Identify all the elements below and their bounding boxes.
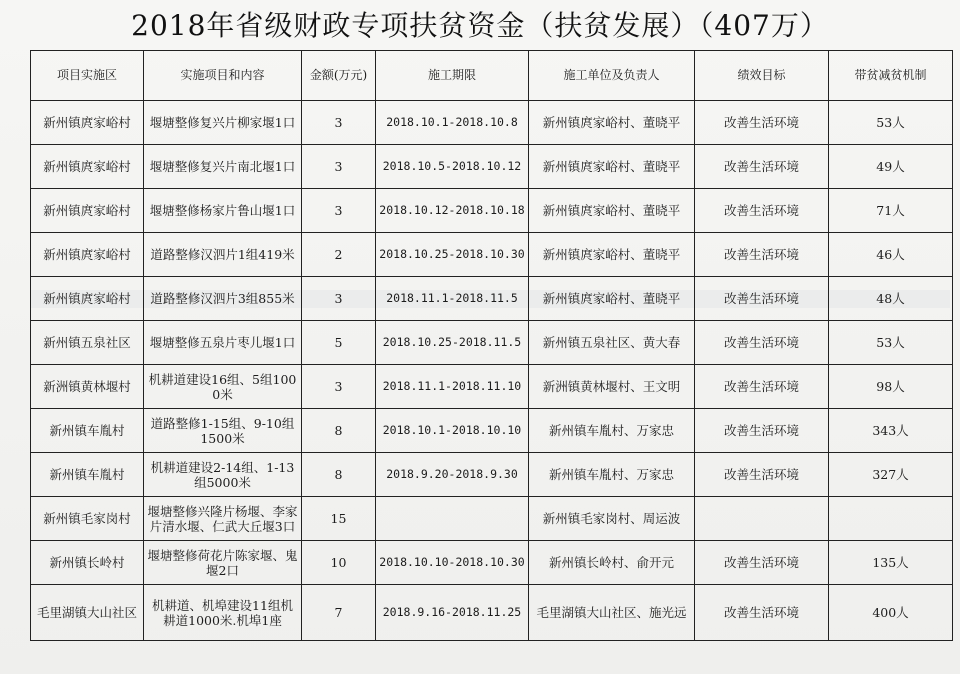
cell-target: 改善生活环境 xyxy=(695,365,829,409)
table-row xyxy=(31,497,953,541)
cell-amount: 8 xyxy=(302,409,376,453)
cell-amount: 5 xyxy=(302,321,376,365)
table-row xyxy=(31,145,953,189)
cell-unit: 新州镇庹家峪村、董晓平 xyxy=(529,233,695,277)
cell-location: 新州镇庹家峪村 xyxy=(31,101,144,145)
cell-location: 新州镇五泉社区 xyxy=(31,321,144,365)
cell-amount: 3 xyxy=(302,277,376,321)
cell-content: 堰塘整修杨家片鲁山堰1口 xyxy=(144,189,302,233)
cell-content: 道路整修汉泗片1组419米 xyxy=(144,233,302,277)
header-mechanism: 带贫减贫机制 xyxy=(829,51,953,101)
cell-target: 改善生活环境 xyxy=(695,453,829,497)
cell-content: 机耕道建设16组、5组1000米 xyxy=(144,365,302,409)
cell-unit: 新州镇车胤村、万家忠 xyxy=(529,453,695,497)
table-row xyxy=(31,541,953,585)
funds-table xyxy=(30,50,953,641)
cell-amount: 3 xyxy=(302,189,376,233)
cell-mechanism: 48人 xyxy=(829,277,953,321)
table-body xyxy=(31,101,953,641)
cell-unit: 新洲镇黄林堰村、王文明 xyxy=(529,365,695,409)
cell-target: 改善生活环境 xyxy=(695,541,829,585)
table-row xyxy=(31,321,953,365)
cell-mechanism: 71人 xyxy=(829,189,953,233)
cell-content: 道路整修1-15组、9-10组1500米 xyxy=(144,409,302,453)
table-row xyxy=(31,101,953,145)
cell-amount: 2 xyxy=(302,233,376,277)
cell-mechanism: 49人 xyxy=(829,145,953,189)
header-target: 绩效目标 xyxy=(695,51,829,101)
cell-period xyxy=(376,497,529,541)
cell-target: 改善生活环境 xyxy=(695,189,829,233)
cell-content: 堰塘整修五泉片枣儿堰1口 xyxy=(144,321,302,365)
header-period: 施工期限 xyxy=(376,51,529,101)
table-row xyxy=(31,277,953,321)
header-unit: 施工单位及负责人 xyxy=(529,51,695,101)
table-row xyxy=(31,233,953,277)
cell-content: 机耕道、机埠建设11组机耕道1000米.机埠1座 xyxy=(144,585,302,641)
cell-period: 2018.9.16-2018.11.25 xyxy=(376,585,529,641)
cell-content: 道路整修汉泗片3组855米 xyxy=(144,277,302,321)
header-location: 项目实施区 xyxy=(31,51,144,101)
cell-target: 改善生活环境 xyxy=(695,585,829,641)
cell-amount: 3 xyxy=(302,145,376,189)
cell-unit: 新州镇庹家峪村、董晓平 xyxy=(529,101,695,145)
cell-period: 2018.9.20-2018.9.30 xyxy=(376,453,529,497)
cell-mechanism: 98人 xyxy=(829,365,953,409)
table-row xyxy=(31,409,953,453)
cell-amount: 3 xyxy=(302,101,376,145)
table-row xyxy=(31,189,953,233)
cell-amount: 10 xyxy=(302,541,376,585)
cell-content: 堰塘整修兴隆片杨堰、李家片清水堰、仁武大丘堰3口 xyxy=(144,497,302,541)
cell-period: 2018.10.12-2018.10.18 xyxy=(376,189,529,233)
cell-target: 改善生活环境 xyxy=(695,277,829,321)
header-row xyxy=(31,51,953,101)
cell-content: 堰塘整修复兴片南北堰1口 xyxy=(144,145,302,189)
table-row xyxy=(31,365,953,409)
cell-mechanism: 46人 xyxy=(829,233,953,277)
cell-period: 2018.10.5-2018.10.12 xyxy=(376,145,529,189)
cell-unit: 新州镇庹家峪村、董晓平 xyxy=(529,189,695,233)
cell-period: 2018.10.1-2018.10.10 xyxy=(376,409,529,453)
cell-amount: 7 xyxy=(302,585,376,641)
cell-target: 改善生活环境 xyxy=(695,145,829,189)
cell-mechanism xyxy=(829,497,953,541)
cell-period: 2018.10.25-2018.10.30 xyxy=(376,233,529,277)
cell-target: 改善生活环境 xyxy=(695,321,829,365)
cell-period: 2018.10.1-2018.10.8 xyxy=(376,101,529,145)
cell-target: 改善生活环境 xyxy=(695,101,829,145)
cell-location: 新洲镇黄林堰村 xyxy=(31,365,144,409)
cell-amount: 15 xyxy=(302,497,376,541)
cell-content: 机耕道建设2-14组、1-13组5000米 xyxy=(144,453,302,497)
header-amount: 金额(万元) xyxy=(302,51,376,101)
cell-mechanism: 53人 xyxy=(829,321,953,365)
cell-location: 新州镇庹家峪村 xyxy=(31,277,144,321)
cell-period: 2018.10.25-2018.11.5 xyxy=(376,321,529,365)
cell-location: 新州镇庹家峪村 xyxy=(31,145,144,189)
table-row xyxy=(31,585,953,641)
cell-location: 毛里湖镇大山社区 xyxy=(31,585,144,641)
cell-mechanism: 343人 xyxy=(829,409,953,453)
document-title: 2018年省级财政专项扶贫资金（扶贫发展）（407万） xyxy=(131,9,829,42)
cell-unit: 新州镇五泉社区、黄大春 xyxy=(529,321,695,365)
cell-unit: 新州镇庹家峪村、董晓平 xyxy=(529,277,695,321)
cell-location: 新州镇车胤村 xyxy=(31,409,144,453)
cell-mechanism: 327人 xyxy=(829,453,953,497)
cell-unit: 新州镇毛家岗村、周运波 xyxy=(529,497,695,541)
cell-amount: 8 xyxy=(302,453,376,497)
cell-content: 堰塘整修荷花片陈家堰、鬼堰2口 xyxy=(144,541,302,585)
cell-target: 改善生活环境 xyxy=(695,409,829,453)
cell-mechanism: 53人 xyxy=(829,101,953,145)
cell-unit: 新州镇车胤村、万家忠 xyxy=(529,409,695,453)
cell-period: 2018.10.10-2018.10.30 xyxy=(376,541,529,585)
cell-amount: 3 xyxy=(302,365,376,409)
cell-period: 2018.11.1-2018.11.5 xyxy=(376,277,529,321)
cell-location: 新州镇长岭村 xyxy=(31,541,144,585)
cell-location: 新州镇车胤村 xyxy=(31,453,144,497)
cell-content: 堰塘整修复兴片柳家堰1口 xyxy=(144,101,302,145)
header-content: 实施项目和内容 xyxy=(144,51,302,101)
table-row xyxy=(31,453,953,497)
cell-period: 2018.11.1-2018.11.10 xyxy=(376,365,529,409)
cell-location: 新州镇毛家岗村 xyxy=(31,497,144,541)
cell-unit: 新州镇长岭村、俞开元 xyxy=(529,541,695,585)
cell-location: 新州镇庹家峪村 xyxy=(31,233,144,277)
cell-target xyxy=(695,497,829,541)
cell-mechanism: 400人 xyxy=(829,585,953,641)
cell-unit: 毛里湖镇大山社区、施光远 xyxy=(529,585,695,641)
cell-unit: 新州镇庹家峪村、董晓平 xyxy=(529,145,695,189)
cell-target: 改善生活环境 xyxy=(695,233,829,277)
cell-location: 新州镇庹家峪村 xyxy=(31,189,144,233)
cell-mechanism: 135人 xyxy=(829,541,953,585)
